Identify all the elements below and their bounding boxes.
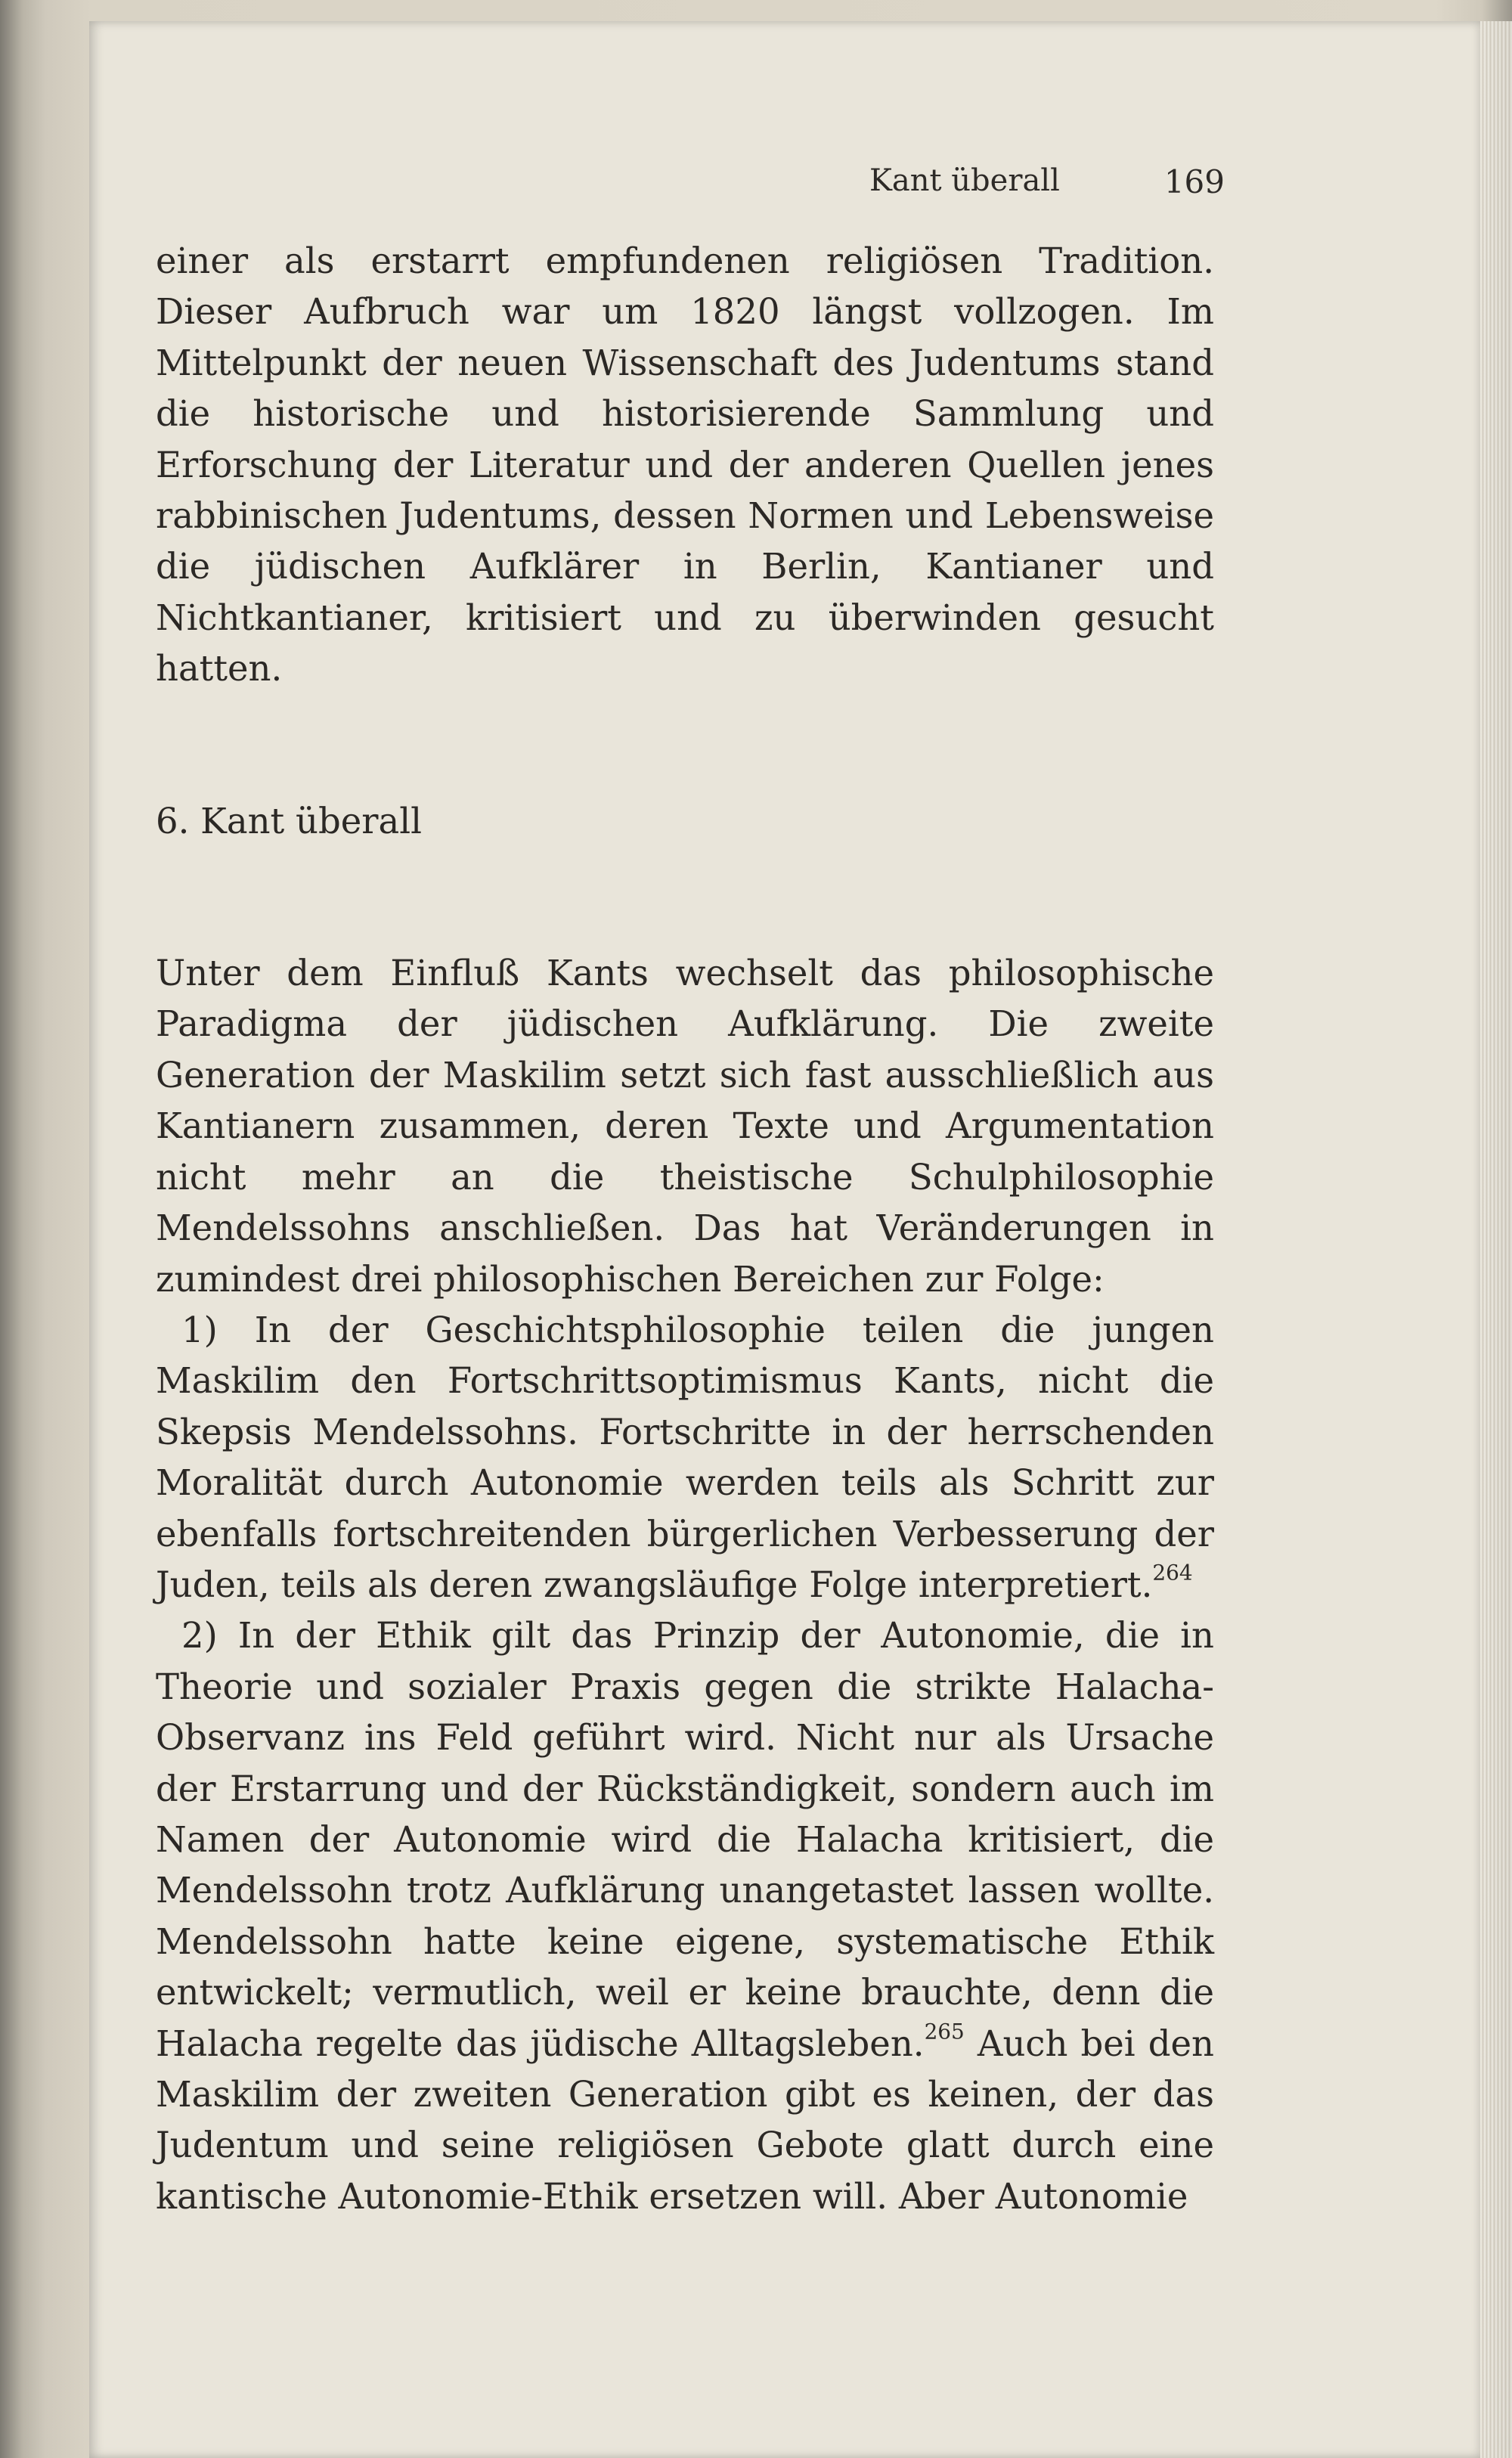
page-header [869, 163, 1225, 200]
body-text [156, 236, 1214, 2222]
running-head: Kant überall [869, 163, 1060, 198]
list-item-2-text-b: Auch bei den Maskilim der zweiten Generation gibt es keinen, der das Judentum und seine religiösen Gebote glatt durch eine kantische Autonomie-Ethik ersetzen will. Aber Autonomie [156, 2023, 1214, 2217]
page-edges [1480, 21, 1512, 2458]
paragraph-1: einer als erstarrt empfundenen religiösen Tradition. Dieser Aufbruch war um 1820 längst vollzogen. Im Mittelpunkt der neuen Wissenschaft des Judentums stand die historische und historisierende Sammlung und Erforschung der Literatur und der anderen Quellen jenes rabbinischen Judentums, dessen Normen und Lebensweise die jüdischen Aufklärer in Berlin, Kantianer und Nichtkantianer, kritisiert und zu überwinden gesucht hatten. [156, 240, 1214, 690]
list-item-1-text: 1) In der Geschichtsphilosophie teilen die jungen Maskilim den Fortschrittsoptimismus Kants, nicht die Skepsis Mendelssohns. Fortschritte in der herrschenden Moralität durch Autonomie werden teils als Schritt zur ebenfalls fortschreitenden bürgerlichen Verbesserung der Juden, teils als deren zwangsläufige Folge interpretiert. [156, 1309, 1214, 1605]
list-item-2-text-a: 2) In der Ethik gilt das Prinzip der Autonomie, die in Theorie und sozialer Praxis gegen die strikte Halacha-Observanz ins Feld geführt wird. Nicht nur als Ursache der Erstarrung und der Rückständigkeit, sondern auch im Namen der Autonomie wird die Halacha kritisiert, die Mendelssohn trotz Aufklärung unangetastet lassen wollte. Mendelssohn hatte keine eigene, systematische Ethik entwickelt; vermutlich, weil er keine brauchte, denn die Halacha regelte das jüdische Alltagsleben. [156, 1615, 1214, 2064]
footnote-marker-264: 264 [1152, 1560, 1193, 1585]
list-item-1 [156, 1305, 1214, 1610]
footnote-marker-265: 265 [924, 2019, 965, 2044]
section-heading: 6. Kant überall [156, 800, 422, 842]
list-item-2 [156, 1610, 1214, 2222]
paragraph-2: Unter dem Einfluß Kants wechselt das philosophische Paradigma der jüdischen Aufklärung. Die zweite Generation der Maskilim setzt sich fast ausschließlich aus Kantianern zusammen, deren Texte und Argumentation nicht mehr an die theistische Schulphilosophie Mendelssohns anschließen. Das hat Veränderungen in zumindest drei philosophischen Bereichen zur Folge: [156, 953, 1214, 1300]
page-number: 169 [1163, 163, 1225, 200]
